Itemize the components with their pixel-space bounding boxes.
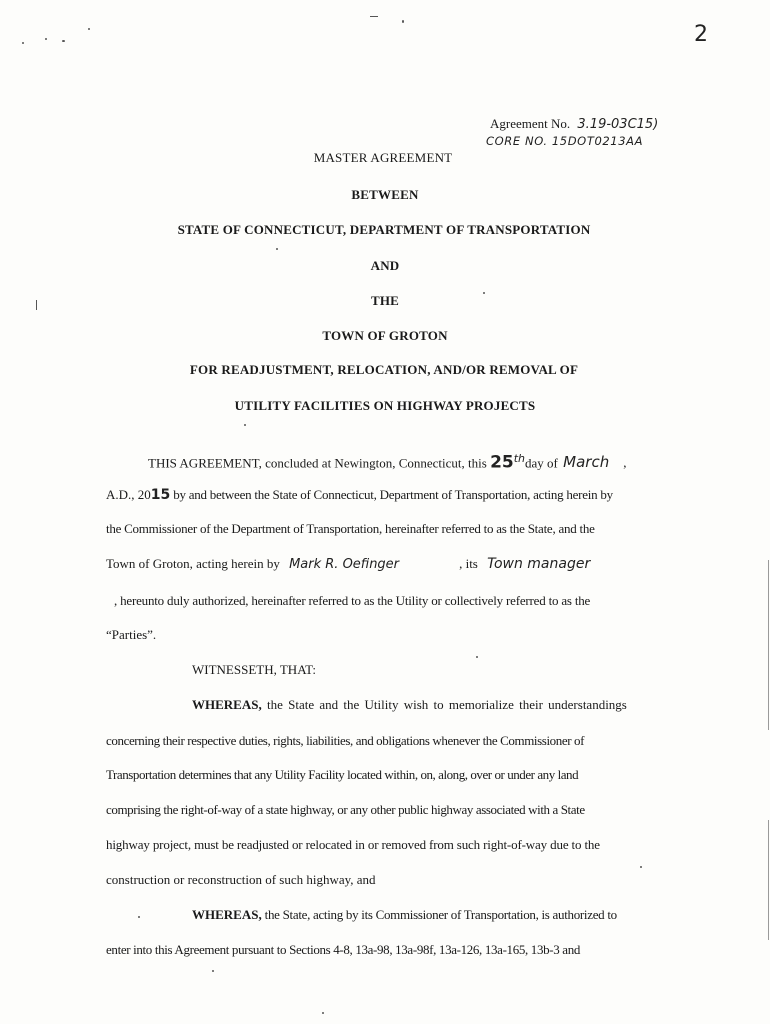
heading-purpose-line-1: FOR READJUSTMENT, RELOCATION, AND/OR REMOVAL OF — [189, 362, 579, 377]
intro-comma: , — [623, 455, 627, 471]
whereas-1-text: the State and the Utility wish to memorialize their understandings — [261, 697, 627, 712]
agreement-number-line — [490, 116, 658, 132]
whereas-2-line-2: enter into this Agreement pursuant to Sections 4-8, 13a-98, 13a-98f, 13a-126, 13a-165, 13b-3 and — [106, 942, 581, 957]
scan-speck — [88, 28, 90, 30]
scan-speck — [22, 42, 24, 44]
scan-speck — [276, 248, 278, 250]
intro-text: concluded at Newington, Connecticut, this — [261, 455, 491, 471]
heading-master-agreement: MASTER AGREEMENT — [313, 150, 453, 165]
whereas-2-text: the State, acting by its Commissioner of Transportation, is authorized to — [261, 907, 617, 922]
agreement-number-label: Agreement No. — [490, 116, 571, 131]
whereas-1-line-1 — [192, 697, 627, 713]
scan-speck — [322, 1012, 324, 1014]
handwritten-year: 15 — [150, 487, 171, 503]
page-number: 2 — [694, 22, 708, 47]
handwritten-month: March — [563, 453, 610, 472]
intro-lead: THIS AGREEMENT, — [148, 455, 262, 471]
whereas-1-lead: WHEREAS, — [192, 697, 262, 712]
heading-and: AND — [370, 258, 400, 273]
whereas-1-line-5: highway project, must be readjusted or relocated in or removed from such right-of-way due to the — [106, 837, 600, 852]
scan-speck — [138, 916, 140, 918]
whereas-2-line-1 — [192, 907, 617, 923]
core-number: CORE NO. 15DOT0213AA — [486, 134, 644, 148]
whereas-1-line-2: concerning their respective duties, rights, liabilities, and obligations whenever the Commissioner of — [106, 733, 585, 748]
agreement-number-value: 3.19-03C15) — [577, 117, 659, 132]
intro-line-6: “Parties”. — [106, 627, 157, 642]
scan-speck — [62, 40, 65, 42]
intro-line-2 — [106, 487, 613, 503]
scan-speck — [640, 866, 642, 868]
intro-line-4 — [106, 556, 590, 572]
whereas-1-line-3: Transportation determines that any Utility Facility located within, on, along, over or under any land — [106, 767, 579, 782]
intro-line-2-text: by and between the State of Connecticut, Department of Transportation, acting herein by — [170, 487, 613, 502]
day-suffix: th — [513, 452, 526, 465]
heading-state-dot: STATE OF CONNECTICUT, DEPARTMENT OF TRANSPORTATION — [177, 222, 591, 237]
intro-line-1 — [148, 452, 626, 472]
scan-speck — [212, 970, 214, 972]
scan-edge-line — [768, 560, 769, 730]
intro-line-4-text: Town of Groton, acting herein by — [106, 556, 280, 571]
year-prefix: A.D., 20 — [106, 487, 151, 502]
heading-the: THE — [370, 293, 400, 308]
scan-edge-line — [768, 820, 769, 940]
heading-purpose-line-2: UTILITY FACILITIES ON HIGHWAY PROJECTS — [234, 398, 536, 413]
heading-between: BETWEEN — [351, 187, 419, 202]
handwritten-signer-title: Town manager — [487, 556, 591, 572]
scan-speck — [402, 20, 404, 23]
day-of-text: day of — [525, 455, 562, 471]
witnesseth-heading: WITNESSETH, THAT: — [192, 662, 317, 677]
scan-speck — [476, 656, 478, 658]
whereas-2-lead: WHEREAS, — [192, 907, 262, 922]
scan-speck — [45, 38, 47, 40]
intro-line-3: the Commissioner of the Department of Transportation, hereinafter referred to as the State, and the — [106, 521, 595, 536]
handwritten-day: 25 — [490, 452, 514, 473]
whereas-1-line-6: construction or reconstruction of such highway, and — [106, 872, 376, 887]
intro-line-5: , hereunto duly authorized, hereinafter referred to as the Utility or collectively referred to as the — [114, 593, 591, 608]
whereas-1-line-4: comprising the right-of-way of a state highway, or any other public highway associated with a State — [106, 802, 585, 817]
heading-town-of-groton: TOWN OF GROTON — [322, 328, 448, 343]
handwritten-signer-name: Mark R. Oefinger — [289, 557, 400, 572]
its-text: , its — [459, 556, 478, 571]
scan-speck — [244, 424, 246, 426]
scan-speck — [370, 16, 378, 17]
